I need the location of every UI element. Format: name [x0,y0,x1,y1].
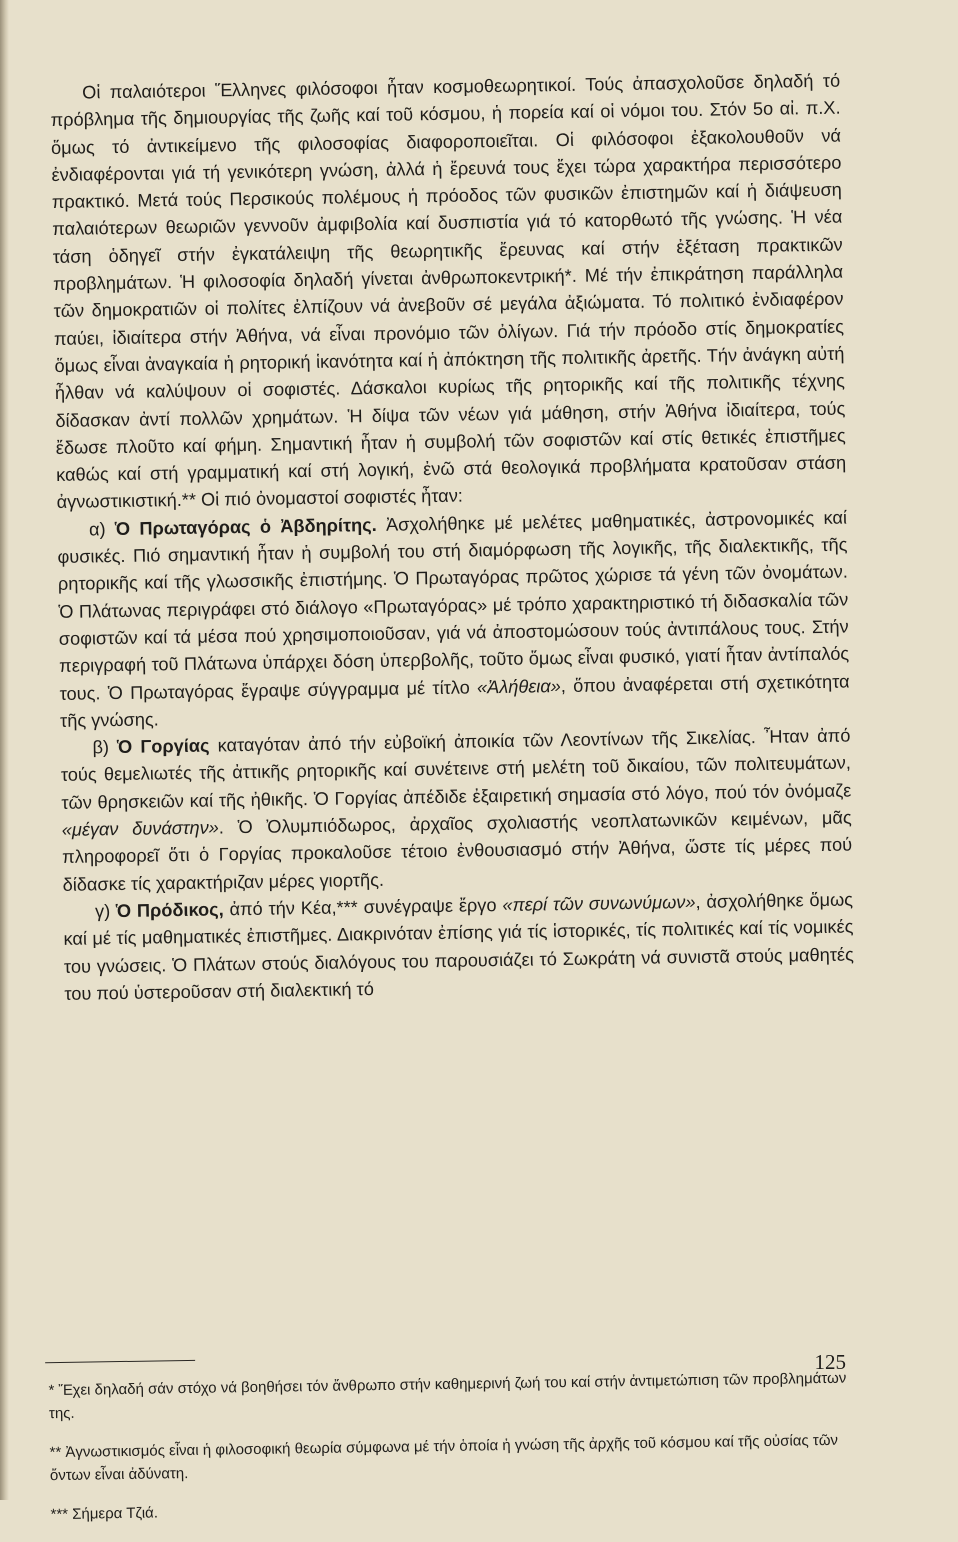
book-page [50,68,863,1542]
prodicus-work-title: «περί τῶν συνωνύμων» [502,891,696,915]
page-number: 125 [814,1350,846,1374]
protagoras-paragraph [57,504,850,735]
prodicus-text-1: ἀπό τήν Κέα,*** συνέγραψε ἔργο [223,894,503,920]
list-marker-c: γ) [94,900,117,922]
book-spine-shadow [0,0,9,1500]
footnote-1: * Ἔχει δηλαδή σάν στόχο νά βοηθήσει τόν ἄνθρωπο στήν καθημερινή ζωή του καί στήν ἀντιμετώπιση τῶν προβλημάτων της. [48,1369,847,1423]
gorgias-heading: Ὁ Γοργίας [117,735,210,758]
list-marker-a: α) [88,518,116,540]
gorgias-quote: «μέγαν δυνάστην» [61,817,219,840]
list-marker-b: β) [92,737,118,758]
gorgias-text-2: . Ὁ Ὀλυμπιόδωρος, ἀρχαῖος σχολιαστής νεοπλατωνικῶν κειμένων, μᾶς πληροφορεῖ ὅτι ὁ Γοργίας προκαλοῦσε τέτοιο ἐνθουσιασμό στήν Ἀθήνα, ὥστε τίς μέρες πού δίδασκε τίς χαρακτήριζαν μέρες γιορτῆς. [62,807,853,895]
protagoras-heading: Ὁ Πρωταγόρας ὁ Ἀβδηρίτης. [114,514,377,539]
intro-paragraph: Οἱ παλαιότεροι Ἕλληνες φιλόσοφοι ἦταν κοσμοθεωρητικοί. Τούς ἀπασχολοῦσε δηλαδή τό πρόβλημα τῆς δημιουργίας τῆς ζωῆς καί τοῦ κόσμου, ἡ πορεία καί οἱ νόμοι του. Στόν 5ο αἰ. π.Χ. ὅμως τό ἀντικείμενο τῆς φιλοσοφίας διαφοροποιεῖται. Οἱ φιλόσοφοι ἐξακολουθοῦν νά ἐνδιαφέρονται γιά τή γενικότερη γνώση, ἀλλά ἡ ἔρευνά τους ἔχει τώρα χαρακτήρα περισσότερο πρακτικό. Μετά τούς Περσικούς πολέμους ἡ πρόοδος τῶν φυσικῶν ἐπιστημῶν καί ἡ διάψευση παλαιότερων θεωριῶν γεννοῦν ἀμφιβολία καί δυσπιστία γιά τό κατορθωτό τῆς γνώσης. Ἡ νέα τάση ὁδηγεῖ στήν ἐγκατάλειψη τῆς θεωρητικῆς ἔρευνας καί στήν ἐξέταση πρακτικῶν προβλημάτων. Ἡ φιλοσοφία δηλαδή γίνεται ἀνθρωποκεντρική*. Μέ τήν ἐπικράτηση παράλληλα τῶν δημοκρατιῶν οἱ πολίτες ἐλπίζουν νά ἀνεβοῦν σέ μεγάλα ἀξιώματα. Τό πολιτικό ἐνδιαφέρον παύει, ἰδιαίτερα στήν Ἀθήνα, νά εἶναι προνόμιο τῶν ὀλίγων. Γιά τήν πρόοδο στίς δημοκρατίες ὅμως εἶναι ἀναγκαία ἡ ρητορική ἱκανότητα καί ἡ ἀπόκτηση τῆς πολιτικῆς ἀρετῆς. Τήν ἀνάγκη αὐτή ἦλθαν νά καλύψουν οἱ σοφιστές. Δάσκαλοι κυρίως τῆς ρητορικῆς καί τῆς πολιτικῆς τέχνης δίδασκαν ἀντί πολλῶν χρημάτων. Ἡ δίψα τῶν νέων γιά μάθηση, στήν Ἀθήνα ἰδιαίτερα, τούς ἔδωσε πλοῦτο καί φήμη. Σημαντική ἦταν ἡ συμβολή τῶν σοφιστῶν καί στίς θετικές ἐπιστῆμες καθώς καί στή γραμματική καί στή λογική, ἐνῶ στά θεολογικά προβλήματα κρατοῦσαν στάση ἀγνωστικιστική.** Οἱ πιό ὀνομαστοί σοφιστές ἦταν: [50,70,847,513]
prodicus-text-2: , ἀσχολήθηκε ὅμως καί μέ τίς μαθηματικές ἐπιστῆμες. Διακρινόταν ἐπίσης γιά τίς ἱστορικές, τίς πολιτικές καί τίς νομικές του γνώσεις. Ὁ Πλάτων στούς διαλόγους του παρουσιάζει τό Σωκράτη νά συνιστᾶ στούς μαθητές του πού ὑστεροῦσαν στή διαλεκτική τό [63,889,854,1004]
gorgias-paragraph [60,723,852,899]
footnote-divider [45,1360,195,1363]
protagoras-work-title: «Ἀλήθεια» [476,675,561,697]
main-text [50,68,854,1008]
footnote-3: *** Σήμερα Τζιά. [50,1504,159,1524]
gorgias-text-1: καταγόταν ἀπό τήν εὐβοϊκή ἀποικία τῶν Λεοντίνων τῆς Σικελίας. Ἦταν ἀπό τούς θεμελιωτές τῆς ἀττικῆς ρητορικῆς καί συνέτεινε στή μελέτη τοῦ δικαίου, τῶν πολιτευμάτων, τῶν θρησκειῶν καί τῆς ἠθικῆς. Ὁ Γοργίας ἀπέδιδε ἐξαιρετική σημασία στό λόγο, πού τόν ὀνόμαζε [60,725,852,813]
footnote-2: ** Ἀγνωστικισμός εἶναι ἡ φιλοσοφική θεωρία σύμφωνα μέ τήν ὁποία ἡ γνώση τῆς ἀρχῆς τοῦ κόσμου καί τῆς οὐσίας τῶν ὄντων εἶναι ἀδύνατη. [49,1431,839,1485]
prodicus-paragraph [63,886,855,1008]
protagoras-text-1: Ἀσχολήθηκε μέ μελέτες μαθηματικές, ἀστρονομικές καί φυσικές. Πιό σημαντική ἦταν ἡ συμβολή του στή διαμόρφωση τῆς λογικῆς, τῆς διαλεκτικῆς, τῆς ρητορικῆς καί τῆς γλωσσικῆς ἐπιστήμης. Ὁ Πρωταγόρας πρῶτος χώρισε τά γένη τῶν ὀνομάτων. Ὁ Πλάτωνας περιγράφει στό διάλογο «Πρωταγόρας» μέ τρόπο χαρακτηριστικό τή διδασκαλία τῶν σοφιστῶν καί τά μέσα πού χρησιμοποιοῦσαν, γιά νά ἀποστομώσουν τούς ἀντιπάλους τους. Στήν περιγραφή τοῦ Πλάτωνα ὑπάρχει δόση ὑπερβολῆς, τοῦτο ὅμως εἶναι φυσικό, γιατί ἦταν ἀντίπαλός τους. Ὁ Πρωταγόρας ἔγραψε σύγγραμμα μέ τίτλο [57,507,850,704]
prodicus-heading: Ὁ Πρόδικος, [115,899,224,921]
protagoras-text-2: , ὅπου ἀναφέρεται στή σχετικότητα τῆς γνώσης. [59,671,850,731]
footnotes [48,1366,868,1526]
